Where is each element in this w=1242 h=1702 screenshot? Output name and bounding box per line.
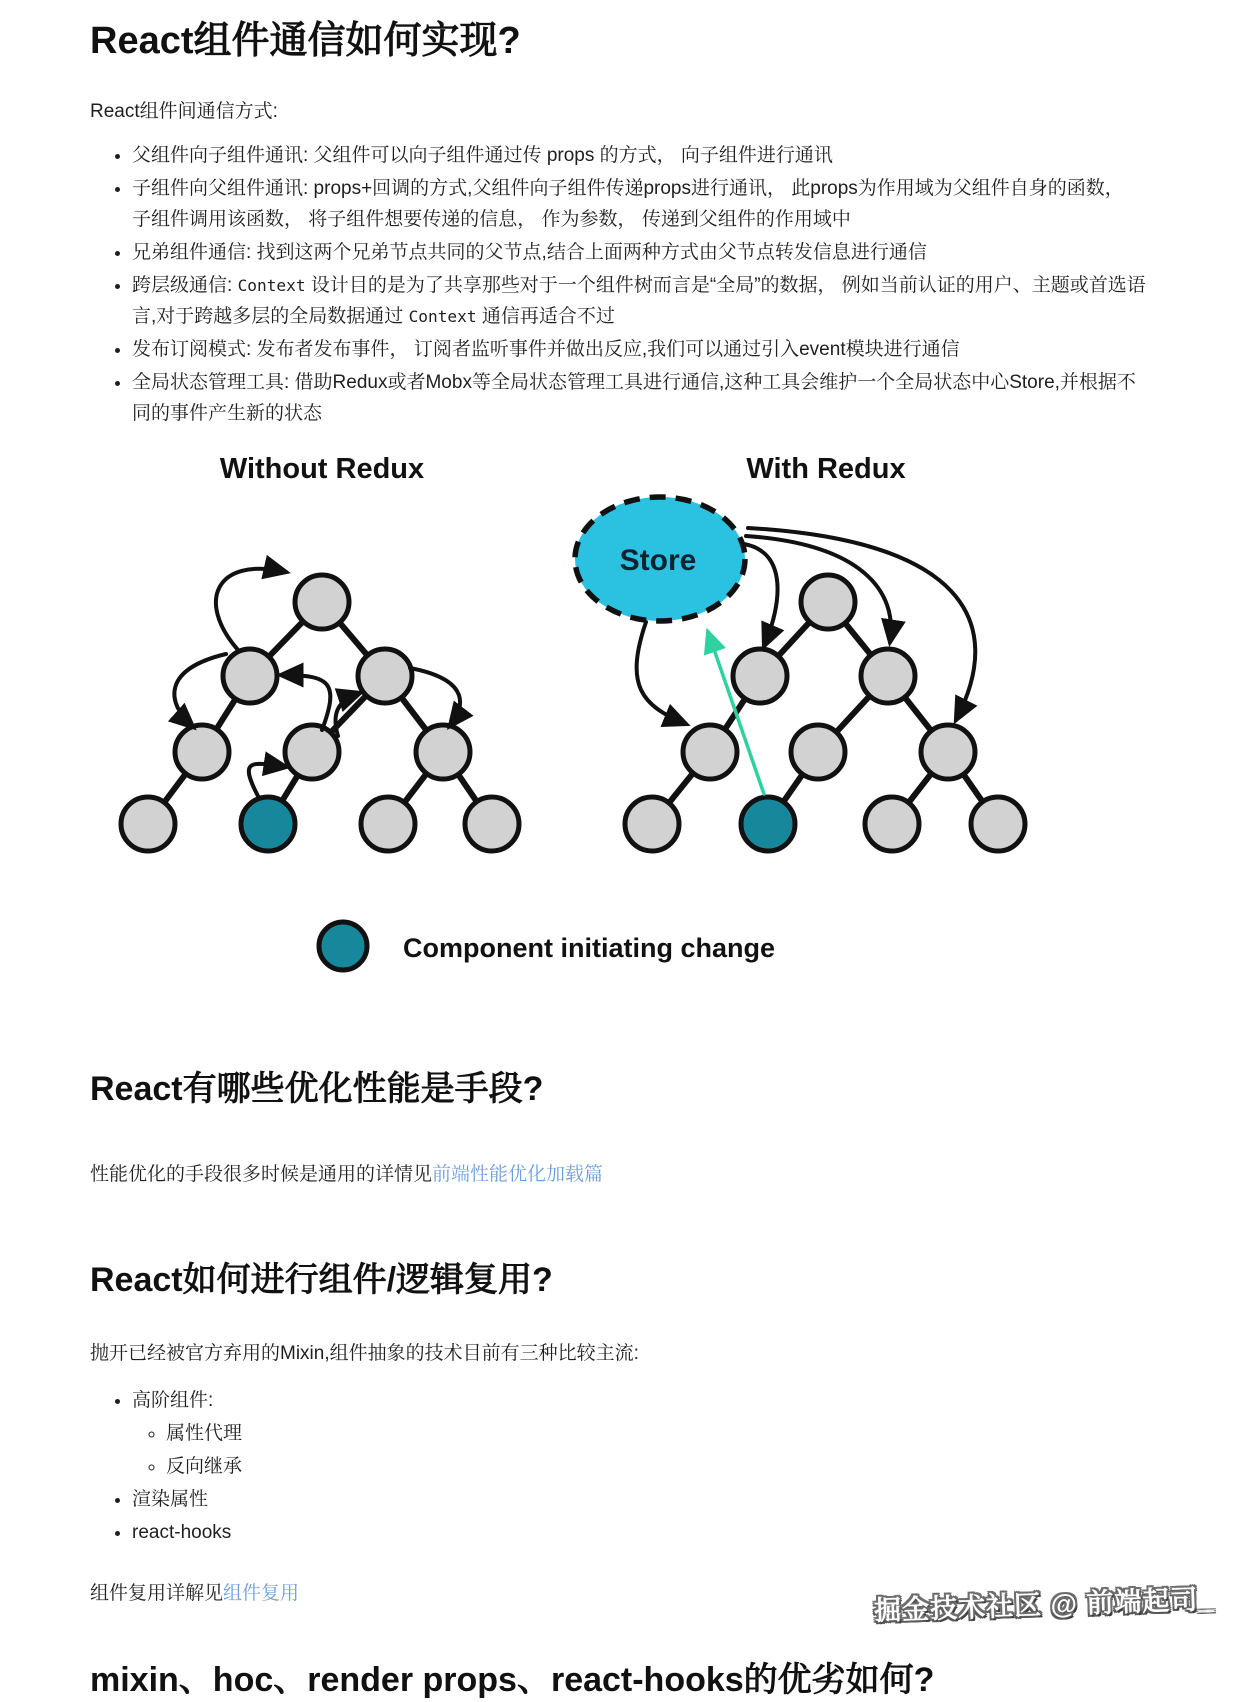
component-node bbox=[295, 575, 349, 629]
without-redux-label: Without Redux bbox=[219, 452, 425, 485]
initiating-component-node bbox=[241, 797, 295, 851]
component-node bbox=[865, 797, 919, 851]
diagram-legend bbox=[319, 922, 775, 970]
list-item-pub-sub: • 发布订阅模式: 发布者发布事件， 订阅者监听事件并做出反应,我们可以通过引入event模块进行通信 bbox=[132, 335, 1146, 366]
text-segment: 性能优化的手段很多时候是通用的详情见 bbox=[90, 1163, 433, 1185]
component-node bbox=[921, 725, 975, 779]
tree-with-redux bbox=[575, 497, 1025, 851]
list-item-child-to-parent: • 子组件向父组件通讯: props+回调的方式,父组件向子组件传递props进行通讯， 此props为作用域为父组件自身的函数， 子组件调用该函数， 将子组件想要传递的信息， 作为参数， 传递到父组件的作用域中 bbox=[132, 174, 1146, 236]
context-code: Context bbox=[408, 306, 477, 326]
list-item-inheritance-inversion: ◦ 反向继承 bbox=[166, 1452, 1146, 1483]
component-node bbox=[285, 725, 339, 779]
text-segment: 高阶组件: bbox=[132, 1389, 214, 1411]
redux-diagram-svg bbox=[0, 444, 1242, 989]
list-item-hoc bbox=[132, 1386, 1146, 1483]
component-node bbox=[791, 725, 845, 779]
component-reuse-link[interactable]: 组件复用 bbox=[223, 1583, 300, 1605]
performance-paragraph bbox=[90, 1159, 1146, 1190]
with-redux-label: With Redux bbox=[746, 452, 906, 485]
tree-without-redux bbox=[121, 568, 519, 850]
intro-paragraph: React组件间通信方式: bbox=[90, 100, 278, 122]
list-item-render-props: • 渲染属性 bbox=[132, 1485, 1146, 1516]
component-node bbox=[121, 797, 175, 851]
text-segment: 组件复用详解见 bbox=[90, 1583, 224, 1605]
page-title: React组件通信如何实现? bbox=[90, 20, 521, 62]
initiating-component-node bbox=[741, 797, 795, 851]
reuse-list bbox=[90, 1386, 1146, 1549]
component-node bbox=[223, 649, 277, 703]
component-node bbox=[175, 725, 229, 779]
list-item-props-proxy: ◦ 属性代理 bbox=[166, 1419, 1146, 1450]
tree-edges bbox=[148, 602, 492, 824]
text-segment: 跨层级通信: bbox=[132, 274, 238, 296]
list-item-parent-to-child: • 父组件向子组件通讯: 父组件可以向子组件通过传 props 的方式， 向子组件进行通讯 bbox=[132, 141, 1146, 172]
communication-list bbox=[90, 141, 1146, 430]
heading-compare: mixin、hoc、render props、react-hooks的优劣如何? bbox=[90, 1660, 935, 1699]
reuse-lead-paragraph: 抛开已经被官方弃用的Mixin,组件抽象的技术目前有三种比较主流: bbox=[90, 1343, 639, 1365]
component-node bbox=[358, 649, 412, 703]
hoc-sublist bbox=[132, 1419, 1146, 1483]
list-item-cross-level bbox=[132, 271, 1146, 333]
redux-comparison-diagram bbox=[0, 444, 1242, 989]
store-label: Store bbox=[619, 543, 697, 577]
component-node bbox=[465, 797, 519, 851]
component-node bbox=[861, 649, 915, 703]
heading-reuse: React如何进行组件/逻辑复用? bbox=[90, 1261, 553, 1300]
legend-label: Component initiating change bbox=[403, 932, 775, 963]
text-segment: 通信再适合不过 bbox=[476, 305, 615, 327]
component-node bbox=[625, 797, 679, 851]
text-segment: 设计目的是为了共享那些对于一个组件树而言是“全局”的数据， 例如当前认证的用户、主题或首选语言,对于跨越多层的全局数据通过 bbox=[132, 274, 1146, 327]
component-node bbox=[416, 725, 470, 779]
list-item-sibling: • 兄弟组件通信: 找到这两个兄弟节点共同的父节点,结合上面两种方式由父节点转发信息进行通信 bbox=[132, 238, 1146, 269]
list-item-global-state: • 全局状态管理工具: 借助Redux或者Mobx等全局状态管理工具进行通信,这种工具会维护一个全局状态中心Store,并根据不同的事件产生新的状态 bbox=[132, 368, 1146, 430]
component-node bbox=[683, 725, 737, 779]
list-item-react-hooks: • react-hooks bbox=[132, 1518, 1146, 1549]
component-node bbox=[361, 797, 415, 851]
tree-edges bbox=[652, 602, 998, 824]
component-node bbox=[733, 649, 787, 703]
heading-performance: React有哪些优化性能是手段? bbox=[90, 1069, 544, 1108]
component-node bbox=[971, 797, 1025, 851]
watermark: 掘金技术社区 @ 前端起司_ bbox=[873, 1584, 1215, 1626]
perf-optimization-link[interactable]: 前端性能优化加载篇 bbox=[432, 1163, 604, 1185]
context-code: Context bbox=[237, 275, 306, 295]
legend-teal-circle bbox=[319, 922, 367, 970]
component-node bbox=[801, 575, 855, 629]
